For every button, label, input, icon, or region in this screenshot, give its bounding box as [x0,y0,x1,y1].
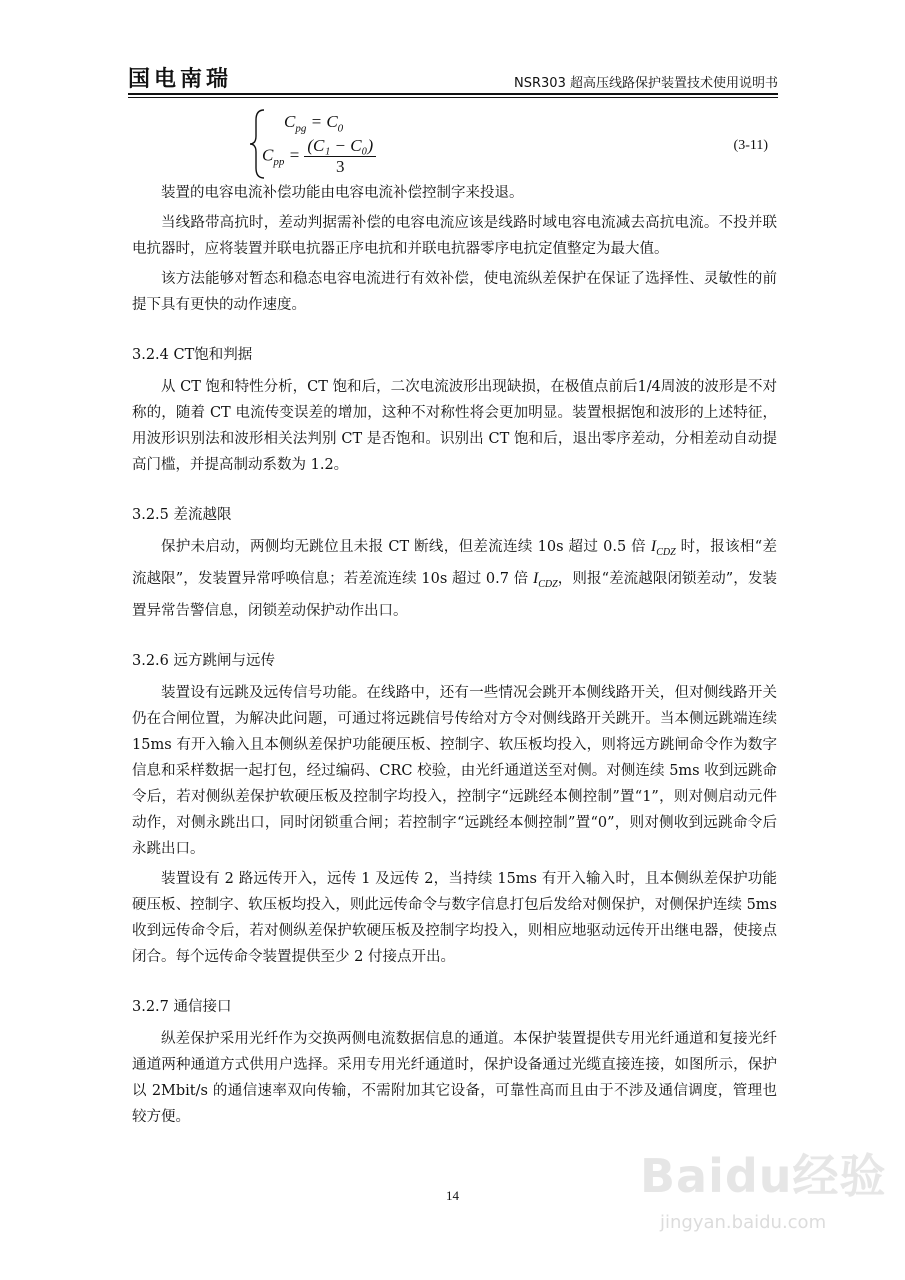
cpp-eq: = [284,145,305,165]
header-rule-thin [128,97,778,98]
fraction [304,136,376,177]
section-3-2-5-heading: 3.2.5 差流越限 [132,507,232,523]
section-3-2-6-body [132,680,777,970]
header-rule-thick [128,93,778,95]
s325-text-b: 时，报该相“差流越限”，发装置异常呼唤信息；若差流连续 10s 超过 0.7 倍 [132,539,777,588]
watermark-url: jingyan.baidu.com [660,1212,827,1233]
section-3-2-7-heading: 3.2.7 通信接口 [132,999,232,1016]
fraction-numerator: (C₁ − C₀) [304,136,376,157]
page-header [128,56,778,92]
equation-3-11 [248,108,768,180]
s325-text-a: 保护未启动，两侧均无跳位且未报 CT 断线，但差流连续 10s 超过 0.5 倍 [161,539,651,555]
intro-paragraph-3: 该方法能够对暂态和稳态电容电流进行有效补偿，使电流纵差保护在保证了选择性、灵敏性的前提下具有更快的动作速度。 [132,271,777,313]
baidu-watermark [640,1140,890,1260]
icdz-symbol [650,538,676,559]
section-3-2-4-paragraph: 从 CT 饱和特性分析，CT 饱和后，二次电流波形出现缺损，在极值点前后1/4周波的波形是不对称的，随着 CT 电流传变误差的增加，这种不对称性将会更加明显。装置根据饱和波形的上述特征，用波形识别法和波形相关法判别 CT 是否饱和。识别出 CT 饱和后，退出零序差动，分相差动自动提高门槛，并提高制动系数为 1.2。 [132,379,777,473]
page-body [132,180,777,1130]
s325-text-c: ，则报“差流越限闭锁差动”，发装置异常告警信息，闭锁差动保护动作出口。 [132,571,777,620]
equation-number: (3-11) [733,138,768,153]
section-3-2-6-paragraph-2: 装置设有 2 路远传开入，远传 1 及远传 2，当持续 15ms 有开入输入时，且本侧纵差保护功能硬压板、控制字、软压板均投入，则此远传命令与数字信息打包后发给对侧保护，对侧保护连续 5ms 收到远传命令后，若对侧纵差保护软硬压板及控制字均投入，则相应地驱动远传开出继电器，使接点闭合。每个远传命令装置提供至少 2 付接点开出。 [132,871,777,966]
icdz-var-2: I [532,570,539,588]
section-3-2-7-paragraph: 纵差保护采用光纤作为交换两侧电流数据信息的通道。本保护装置提供专用光纤通道和复接光纤通道两种通道方式供用户选择。采用专用光纤通道时，保护设备通过光缆直接连接，如图所示，保护以 2Mbit/s 的通信速率双向传输，不需附加其它设备，可靠性高而且由于不涉及通信调度，管理也较方便。 [132,1031,777,1126]
intro-paragraph-1: 装置的电容电流补偿功能由电容电流补偿控制字来投退。 [161,185,524,201]
cpg-rhs: = C [306,112,338,131]
icdz-symbol-2 [532,570,558,591]
icdz-var: I [650,538,657,555]
equation-line-cpg [284,112,343,134]
cpg-rhs-sub: 0 [337,122,344,135]
section-3-2-4-heading: 3.2.4 CT饱和判据 [132,347,253,363]
cpp-sub: pp [273,155,285,168]
page-number: 14 [446,1188,459,1203]
document-title: NSR303 超高压线路保护装置技术使用说明书 [514,76,778,91]
intro-paragraph-2: 当线路带高抗时，差动判据需补偿的电容电流应该是线路时域电容电流减去高抗电流。不投并联电抗器时，应将装置并联电抗器正序电抗和并联电抗器零序电抗定值整定为最大值。 [132,215,777,257]
cpp-var: C [262,145,274,165]
cpg-var: C [284,112,296,131]
icdz-sub: CDZ [656,547,676,559]
equation-line-cpp [262,136,376,177]
section-3-2-6-paragraph-1: 装置设有远跳及远传信号功能。在线路中，还有一些情况会跳开本侧线路开关，但对侧线路开关仍在合闸位置，为解决此问题，可通过将远跳信号传给对方令对侧线路开关跳开。当本侧远跳端连续 15ms 有开入输入且本侧纵差保护功能硬压板、控制字、软压板均投入，则将远方跳闸命令作为数字信息和采样数据一起打包，经过编码、CRC 校验，由光纤通道送至对侧。对侧连续 5ms 收到远跳命令后，若对侧纵差保护软硬压板及控制字均投入，控制字“远跳经本侧控制”置“1”，则对侧启动元件动作，对侧永跳出口，同时闭锁重合闸；若控制字“远跳经本侧控制”置“0”，则对侧收到远跳命令后永跳出口。 [132,685,777,858]
fraction-denominator: 3 [335,157,345,176]
icdz-sub-2: CDZ [538,579,558,591]
company-logo: 国电南瑞 [128,67,233,92]
cpg-sub: pg [295,122,307,135]
section-3-2-5-paragraph [132,534,777,624]
section-3-2-6-heading: 3.2.6 远方跳闸与远传 [132,653,276,670]
watermark-brand: Baidu经验 [640,1149,887,1203]
